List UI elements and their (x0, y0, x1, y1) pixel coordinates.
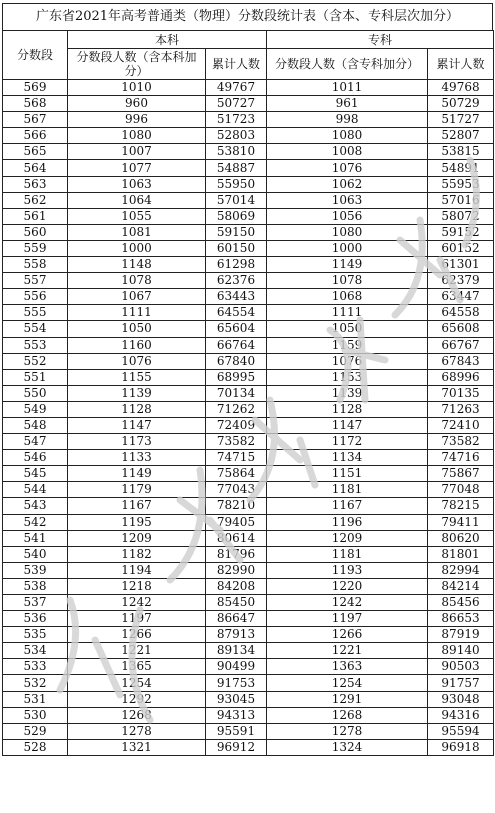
zhuanke-count-cell: 1128 (267, 401, 428, 417)
score-cell: 561 (3, 208, 68, 224)
zhuanke-cumulative-cell: 53815 (428, 144, 494, 160)
zhuanke-count-cell: 1076 (267, 353, 428, 369)
zhuanke-count-cell: 1139 (267, 385, 428, 401)
zhuanke-count-cell: 1196 (267, 514, 428, 530)
table-row (3, 530, 494, 546)
benke-count-cell: 1173 (68, 434, 206, 450)
benke-cumulative-cell: 60150 (206, 240, 267, 256)
score-cell: 566 (3, 128, 68, 144)
benke-count-cell: 1076 (68, 353, 206, 369)
benke-count-cell: 1167 (68, 498, 206, 514)
benke-cumulative-cell: 57014 (206, 192, 267, 208)
zhuanke-cumulative-cell: 80620 (428, 530, 494, 546)
score-cell: 553 (3, 337, 68, 353)
zhuanke-cumulative-cell: 93048 (428, 691, 494, 707)
zhuanke-cumulative-cell: 59152 (428, 224, 494, 240)
zhuanke-cumulative-cell: 71263 (428, 401, 494, 417)
table-row (3, 128, 494, 144)
zhuanke-count-cell: 1080 (267, 224, 428, 240)
benke-cumulative-cell: 65604 (206, 321, 267, 337)
zhuanke-cumulative-cell: 66767 (428, 337, 494, 353)
table-row (3, 257, 494, 273)
benke-cumulative-cell: 86647 (206, 611, 267, 627)
table-row (3, 401, 494, 417)
benke-cumulative-cell: 51723 (206, 112, 267, 128)
header-zhuanke-cumulative: 累计人数 (428, 49, 494, 80)
score-cell: 554 (3, 321, 68, 337)
zhuanke-count-cell: 1254 (267, 675, 428, 691)
zhuanke-cumulative-cell: 63447 (428, 289, 494, 305)
benke-count-cell: 1111 (68, 305, 206, 321)
zhuanke-cumulative-cell: 78215 (428, 498, 494, 514)
zhuanke-count-cell: 1193 (267, 562, 428, 578)
benke-count-cell: 1148 (68, 257, 206, 273)
zhuanke-cumulative-cell: 73582 (428, 434, 494, 450)
score-cell: 534 (3, 643, 68, 659)
score-cell: 563 (3, 176, 68, 192)
score-cell: 557 (3, 273, 68, 289)
table-row (3, 353, 494, 369)
table-row (3, 514, 494, 530)
zhuanke-count-cell: 1291 (267, 691, 428, 707)
score-cell: 536 (3, 611, 68, 627)
benke-cumulative-cell: 49767 (206, 80, 267, 96)
benke-cumulative-cell: 81796 (206, 546, 267, 562)
table-row (3, 305, 494, 321)
benke-cumulative-cell: 50727 (206, 96, 267, 112)
zhuanke-cumulative-cell: 70135 (428, 385, 494, 401)
zhuanke-cumulative-cell: 95594 (428, 723, 494, 739)
benke-count-cell: 1139 (68, 385, 206, 401)
benke-count-cell: 1365 (68, 659, 206, 675)
zhuanke-count-cell: 1000 (267, 240, 428, 256)
zhuanke-count-cell: 1209 (267, 530, 428, 546)
zhuanke-count-cell: 1167 (267, 498, 428, 514)
zhuanke-count-cell: 1068 (267, 289, 428, 305)
zhuanke-count-cell: 1050 (267, 321, 428, 337)
score-cell: 532 (3, 675, 68, 691)
zhuanke-count-cell: 1147 (267, 417, 428, 433)
benke-cumulative-cell: 72409 (206, 417, 267, 433)
benke-count-cell: 1197 (68, 611, 206, 627)
benke-cumulative-cell: 80614 (206, 530, 267, 546)
table-row (3, 240, 494, 256)
zhuanke-cumulative-cell: 81801 (428, 546, 494, 562)
zhuanke-count-cell: 1062 (267, 176, 428, 192)
table-row (3, 434, 494, 450)
benke-cumulative-cell: 67840 (206, 353, 267, 369)
table-row (3, 675, 494, 691)
score-cell: 552 (3, 353, 68, 369)
zhuanke-count-cell: 1324 (267, 739, 428, 755)
zhuanke-count-cell: 1181 (267, 546, 428, 562)
zhuanke-count-cell: 961 (267, 96, 428, 112)
zhuanke-cumulative-cell: 55953 (428, 176, 494, 192)
benke-count-cell: 1155 (68, 369, 206, 385)
zhuanke-count-cell: 1111 (267, 305, 428, 321)
zhuanke-count-cell: 1063 (267, 192, 428, 208)
score-cell: 538 (3, 578, 68, 594)
score-cell: 545 (3, 466, 68, 482)
zhuanke-cumulative-cell: 91757 (428, 675, 494, 691)
header-zhuanke-count: 分数段人数（含专科加分） (267, 49, 428, 80)
benke-cumulative-cell: 90499 (206, 659, 267, 675)
benke-count-cell: 1218 (68, 578, 206, 594)
benke-cumulative-cell: 82990 (206, 562, 267, 578)
score-cell: 542 (3, 514, 68, 530)
table-row (3, 80, 494, 96)
score-cell: 567 (3, 112, 68, 128)
score-cell: 548 (3, 417, 68, 433)
zhuanke-cumulative-cell: 85456 (428, 595, 494, 611)
zhuanke-cumulative-cell: 49768 (428, 80, 494, 96)
benke-count-cell: 1254 (68, 675, 206, 691)
score-cell: 530 (3, 707, 68, 723)
table-row (3, 739, 494, 755)
zhuanke-count-cell: 998 (267, 112, 428, 128)
zhuanke-count-cell: 1159 (267, 337, 428, 353)
table-row (3, 498, 494, 514)
zhuanke-cumulative-cell: 65608 (428, 321, 494, 337)
header-zhuanke: 专科 (267, 31, 494, 49)
benke-count-cell: 1007 (68, 144, 206, 160)
table-row (3, 562, 494, 578)
zhuanke-cumulative-cell: 87919 (428, 627, 494, 643)
benke-count-cell: 1242 (68, 595, 206, 611)
table-row (3, 144, 494, 160)
benke-count-cell: 1209 (68, 530, 206, 546)
table-row (3, 643, 494, 659)
zhuanke-cumulative-cell: 51727 (428, 112, 494, 128)
benke-count-cell: 1128 (68, 401, 206, 417)
zhuanke-count-cell: 1268 (267, 707, 428, 723)
benke-cumulative-cell: 55950 (206, 176, 267, 192)
table-row (3, 192, 494, 208)
benke-count-cell: 1278 (68, 723, 206, 739)
benke-cumulative-cell: 70134 (206, 385, 267, 401)
zhuanke-count-cell: 1220 (267, 578, 428, 594)
table-row (3, 385, 494, 401)
zhuanke-cumulative-cell: 82994 (428, 562, 494, 578)
table-row (3, 627, 494, 643)
benke-count-cell: 1080 (68, 128, 206, 144)
table-row (3, 723, 494, 739)
score-cell: 547 (3, 434, 68, 450)
benke-count-cell: 1182 (68, 546, 206, 562)
benke-count-cell: 1149 (68, 466, 206, 482)
benke-cumulative-cell: 66764 (206, 337, 267, 353)
zhuanke-cumulative-cell: 61301 (428, 257, 494, 273)
score-cell: 529 (3, 723, 68, 739)
zhuanke-cumulative-cell: 75867 (428, 466, 494, 482)
benke-count-cell: 1147 (68, 417, 206, 433)
zhuanke-cumulative-cell: 86653 (428, 611, 494, 627)
benke-cumulative-cell: 85450 (206, 595, 267, 611)
table-row (3, 289, 494, 305)
header-benke-count: 分数段人数（含本科加分） (68, 49, 206, 80)
score-cell: 562 (3, 192, 68, 208)
header-score-range: 分数段 (3, 31, 68, 80)
score-cell: 539 (3, 562, 68, 578)
zhuanke-count-cell: 1181 (267, 482, 428, 498)
benke-count-cell: 1194 (68, 562, 206, 578)
zhuanke-count-cell: 1197 (267, 611, 428, 627)
score-cell: 537 (3, 595, 68, 611)
score-cell: 558 (3, 257, 68, 273)
zhuanke-count-cell: 1278 (267, 723, 428, 739)
zhuanke-count-cell: 1080 (267, 128, 428, 144)
zhuanke-cumulative-cell: 89140 (428, 643, 494, 659)
benke-count-cell: 1221 (68, 643, 206, 659)
score-cell: 533 (3, 659, 68, 675)
zhuanke-count-cell: 1008 (267, 144, 428, 160)
score-cell: 540 (3, 546, 68, 562)
zhuanke-cumulative-cell: 50729 (428, 96, 494, 112)
benke-count-cell: 1055 (68, 208, 206, 224)
table-row (3, 417, 494, 433)
table-row (3, 707, 494, 723)
benke-count-cell: 1077 (68, 160, 206, 176)
benke-cumulative-cell: 74715 (206, 450, 267, 466)
zhuanke-cumulative-cell: 67843 (428, 353, 494, 369)
table-row (3, 273, 494, 289)
table-row (3, 369, 494, 385)
benke-count-cell: 1064 (68, 192, 206, 208)
table-row (3, 595, 494, 611)
benke-count-cell: 1179 (68, 482, 206, 498)
zhuanke-cumulative-cell: 84214 (428, 578, 494, 594)
table-row (3, 208, 494, 224)
zhuanke-cumulative-cell: 57016 (428, 192, 494, 208)
table-row (3, 659, 494, 675)
benke-cumulative-cell: 96912 (206, 739, 267, 755)
benke-count-cell: 1078 (68, 273, 206, 289)
score-cell: 565 (3, 144, 68, 160)
benke-cumulative-cell: 62376 (206, 273, 267, 289)
score-cell: 544 (3, 482, 68, 498)
benke-cumulative-cell: 75864 (206, 466, 267, 482)
score-cell: 541 (3, 530, 68, 546)
benke-cumulative-cell: 59150 (206, 224, 267, 240)
benke-cumulative-cell: 87913 (206, 627, 267, 643)
benke-count-cell: 1010 (68, 80, 206, 96)
benke-cumulative-cell: 64554 (206, 305, 267, 321)
zhuanke-count-cell: 1134 (267, 450, 428, 466)
zhuanke-cumulative-cell: 68996 (428, 369, 494, 385)
benke-cumulative-cell: 93045 (206, 691, 267, 707)
zhuanke-cumulative-cell: 79411 (428, 514, 494, 530)
score-cell: 555 (3, 305, 68, 321)
table-row (3, 337, 494, 353)
table-row (3, 96, 494, 112)
benke-cumulative-cell: 79405 (206, 514, 267, 530)
score-cell: 559 (3, 240, 68, 256)
benke-cumulative-cell: 53810 (206, 144, 267, 160)
benke-cumulative-cell: 95591 (206, 723, 267, 739)
zhuanke-cumulative-cell: 60152 (428, 240, 494, 256)
table-row (3, 482, 494, 498)
benke-cumulative-cell: 63443 (206, 289, 267, 305)
score-cell: 551 (3, 369, 68, 385)
benke-cumulative-cell: 52803 (206, 128, 267, 144)
zhuanke-count-cell: 1172 (267, 434, 428, 450)
zhuanke-cumulative-cell: 72410 (428, 417, 494, 433)
benke-cumulative-cell: 84208 (206, 578, 267, 594)
benke-count-cell: 1160 (68, 337, 206, 353)
zhuanke-cumulative-cell: 77048 (428, 482, 494, 498)
score-cell: 560 (3, 224, 68, 240)
table-row (3, 160, 494, 176)
benke-count-cell: 1321 (68, 739, 206, 755)
table-row (3, 466, 494, 482)
benke-count-cell: 1063 (68, 176, 206, 192)
zhuanke-count-cell: 1151 (267, 466, 428, 482)
zhuanke-cumulative-cell: 96918 (428, 739, 494, 755)
benke-cumulative-cell: 71262 (206, 401, 267, 417)
benke-cumulative-cell: 73582 (206, 434, 267, 450)
score-table-page (2, 3, 493, 756)
benke-count-cell: 1195 (68, 514, 206, 530)
zhuanke-cumulative-cell: 52807 (428, 128, 494, 144)
table-row (3, 546, 494, 562)
zhuanke-count-cell: 1076 (267, 160, 428, 176)
zhuanke-cumulative-cell: 74716 (428, 450, 494, 466)
score-cell: 550 (3, 385, 68, 401)
zhuanke-count-cell: 1363 (267, 659, 428, 675)
benke-count-cell: 1292 (68, 691, 206, 707)
zhuanke-count-cell: 1221 (267, 643, 428, 659)
benke-cumulative-cell: 91753 (206, 675, 267, 691)
score-cell: 549 (3, 401, 68, 417)
score-cell: 528 (3, 739, 68, 755)
benke-count-cell: 1133 (68, 450, 206, 466)
score-cell: 543 (3, 498, 68, 514)
zhuanke-count-cell: 1153 (267, 369, 428, 385)
benke-cumulative-cell: 68995 (206, 369, 267, 385)
zhuanke-cumulative-cell: 64558 (428, 305, 494, 321)
table-row (3, 224, 494, 240)
table-row (3, 321, 494, 337)
benke-count-cell: 996 (68, 112, 206, 128)
zhuanke-cumulative-cell: 90503 (428, 659, 494, 675)
benke-cumulative-cell: 77043 (206, 482, 267, 498)
score-cell: 556 (3, 289, 68, 305)
table-row (3, 691, 494, 707)
benke-cumulative-cell: 94313 (206, 707, 267, 723)
score-cell: 546 (3, 450, 68, 466)
zhuanke-cumulative-cell: 58072 (428, 208, 494, 224)
header-benke-cumulative: 累计人数 (206, 49, 267, 80)
benke-cumulative-cell: 58069 (206, 208, 267, 224)
score-cell: 564 (3, 160, 68, 176)
table-row (3, 176, 494, 192)
benke-count-cell: 1067 (68, 289, 206, 305)
benke-count-cell: 1081 (68, 224, 206, 240)
zhuanke-cumulative-cell: 54891 (428, 160, 494, 176)
benke-cumulative-cell: 89134 (206, 643, 267, 659)
score-distribution-table (2, 30, 494, 756)
table-title: 广东省2021年高考普通类（物理）分数段统计表（含本、专科层次加分） (2, 3, 493, 30)
benke-cumulative-cell: 54887 (206, 160, 267, 176)
benke-cumulative-cell: 78210 (206, 498, 267, 514)
header-benke: 本科 (68, 31, 267, 49)
table-body (3, 80, 494, 756)
table-row (3, 578, 494, 594)
zhuanke-count-cell: 1242 (267, 595, 428, 611)
zhuanke-count-cell: 1149 (267, 257, 428, 273)
zhuanke-count-cell: 1078 (267, 273, 428, 289)
table-row (3, 112, 494, 128)
benke-count-cell: 1050 (68, 321, 206, 337)
benke-cumulative-cell: 61298 (206, 257, 267, 273)
benke-count-cell: 1268 (68, 707, 206, 723)
zhuanke-count-cell: 1056 (267, 208, 428, 224)
score-cell: 535 (3, 627, 68, 643)
score-cell: 568 (3, 96, 68, 112)
benke-count-cell: 1000 (68, 240, 206, 256)
table-row (3, 611, 494, 627)
zhuanke-cumulative-cell: 94316 (428, 707, 494, 723)
zhuanke-cumulative-cell: 62379 (428, 273, 494, 289)
zhuanke-count-cell: 1266 (267, 627, 428, 643)
score-cell: 531 (3, 691, 68, 707)
zhuanke-count-cell: 1011 (267, 80, 428, 96)
benke-count-cell: 960 (68, 96, 206, 112)
table-row (3, 450, 494, 466)
benke-count-cell: 1266 (68, 627, 206, 643)
score-cell: 569 (3, 80, 68, 96)
